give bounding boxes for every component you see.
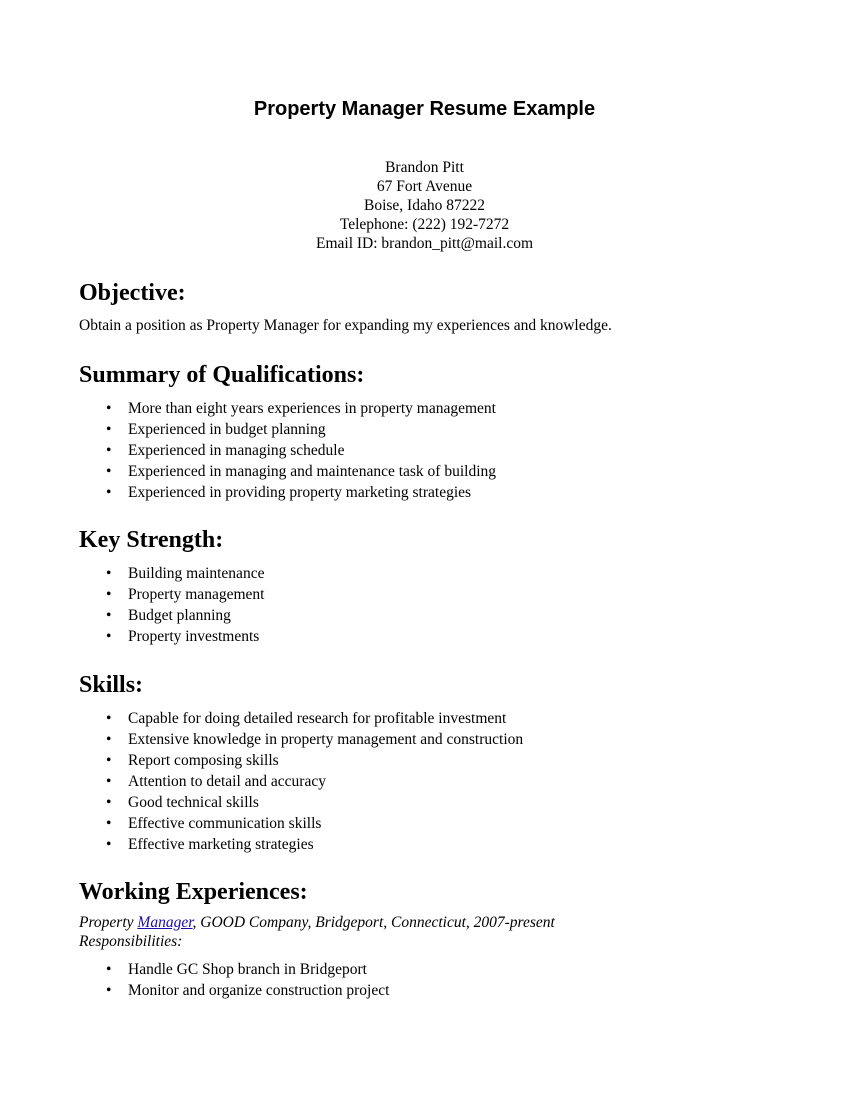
list-item — [79, 605, 779, 626]
contact-block — [0, 158, 849, 253]
skills-heading: Skills: — [79, 672, 144, 698]
bullet: • — [106, 836, 112, 853]
bullet: • — [106, 565, 112, 582]
list-item-text: More than eight years experiences in property management — [128, 400, 496, 417]
list-item-text: Experienced in providing property marketing strategies — [128, 484, 472, 501]
bullet: • — [106, 710, 112, 727]
skills-section — [79, 670, 779, 855]
bullet: • — [106, 421, 112, 438]
list-item-text: Good technical skills — [128, 794, 259, 811]
list-item-text: Building maintenance — [128, 565, 265, 582]
contact-telephone: Telephone: (222) 192-7272 — [339, 216, 510, 233]
list-item — [79, 750, 779, 771]
manager-link[interactable]: Manager — [137, 914, 193, 931]
summary-list — [79, 398, 779, 503]
bullet: • — [106, 794, 112, 811]
list-item-text: Capable for doing detailed research for profitable investment — [128, 710, 507, 727]
bullet: • — [106, 731, 112, 748]
responsibilities-list — [79, 959, 779, 1001]
list-item-text: Attention to detail and accuracy — [128, 773, 326, 790]
working-experiences-heading: Working Experiences: — [79, 879, 308, 905]
bullet: • — [106, 628, 112, 645]
job-details: , GOOD Company, Bridgeport, Connecticut, 2007-present — [192, 914, 555, 931]
contact-name: Brandon Pitt — [385, 159, 464, 176]
contact-email: Email ID: brandon_pitt@mail.com — [315, 235, 534, 252]
bullet: • — [106, 982, 112, 999]
list-item — [79, 792, 779, 813]
list-item — [79, 771, 779, 792]
objective-section — [79, 278, 779, 336]
list-item — [79, 813, 779, 834]
list-item — [79, 482, 779, 503]
job-line — [79, 913, 779, 932]
key-strength-section — [79, 525, 779, 647]
bullet: • — [106, 607, 112, 624]
list-item — [79, 419, 779, 440]
list-item — [79, 461, 779, 482]
list-item-text: Report composing skills — [128, 752, 279, 769]
page-title: Property Manager Resume Example — [253, 98, 596, 120]
list-item-text: Experienced in budget planning — [128, 421, 326, 438]
list-item — [79, 980, 779, 1001]
list-item — [79, 729, 779, 750]
list-item — [79, 440, 779, 461]
list-item-text: Effective marketing strategies — [128, 836, 314, 853]
list-item-text: Handle GC Shop branch in Bridgeport — [128, 961, 367, 978]
list-item — [79, 584, 779, 605]
list-item — [79, 834, 779, 855]
responsibilities-label: Responsibilities: — [79, 933, 183, 950]
list-item-text: Extensive knowledge in property management and construction — [128, 731, 524, 748]
job-prefix: Property — [79, 914, 138, 931]
list-item-text: Experienced in managing and maintenance task of building — [128, 463, 497, 480]
list-item — [79, 626, 779, 647]
bullet: • — [106, 773, 112, 790]
key-strength-heading: Key Strength: — [79, 527, 224, 553]
list-item — [79, 563, 779, 584]
working-experiences-section — [79, 877, 779, 1001]
list-item-text: Effective communication skills — [128, 815, 322, 832]
objective-text: Obtain a position as Property Manager for expanding my experiences and knowledge. — [79, 317, 612, 334]
list-item-text: Property investments — [128, 628, 260, 645]
bullet: • — [106, 752, 112, 769]
bullet: • — [106, 961, 112, 978]
key-strength-list — [79, 563, 779, 647]
list-item-text: Experienced in managing schedule — [128, 442, 345, 459]
objective-heading: Objective: — [79, 280, 186, 306]
bullet: • — [106, 442, 112, 459]
bullet: • — [106, 400, 112, 417]
list-item-text: Property management — [128, 586, 265, 603]
bullet: • — [106, 586, 112, 603]
contact-city: Boise, Idaho 87222 — [364, 197, 485, 214]
summary-heading: Summary of Qualifications: — [79, 362, 365, 388]
list-item — [79, 708, 779, 729]
list-item — [79, 398, 779, 419]
list-item — [79, 959, 779, 980]
bullet: • — [106, 815, 112, 832]
bullet: • — [106, 484, 112, 501]
summary-section — [79, 360, 779, 503]
contact-address: 67 Fort Avenue — [376, 178, 473, 195]
skills-list — [79, 708, 779, 855]
list-item-text: Budget planning — [128, 607, 231, 624]
bullet: • — [106, 463, 112, 480]
list-item-text: Monitor and organize construction project — [128, 982, 390, 999]
